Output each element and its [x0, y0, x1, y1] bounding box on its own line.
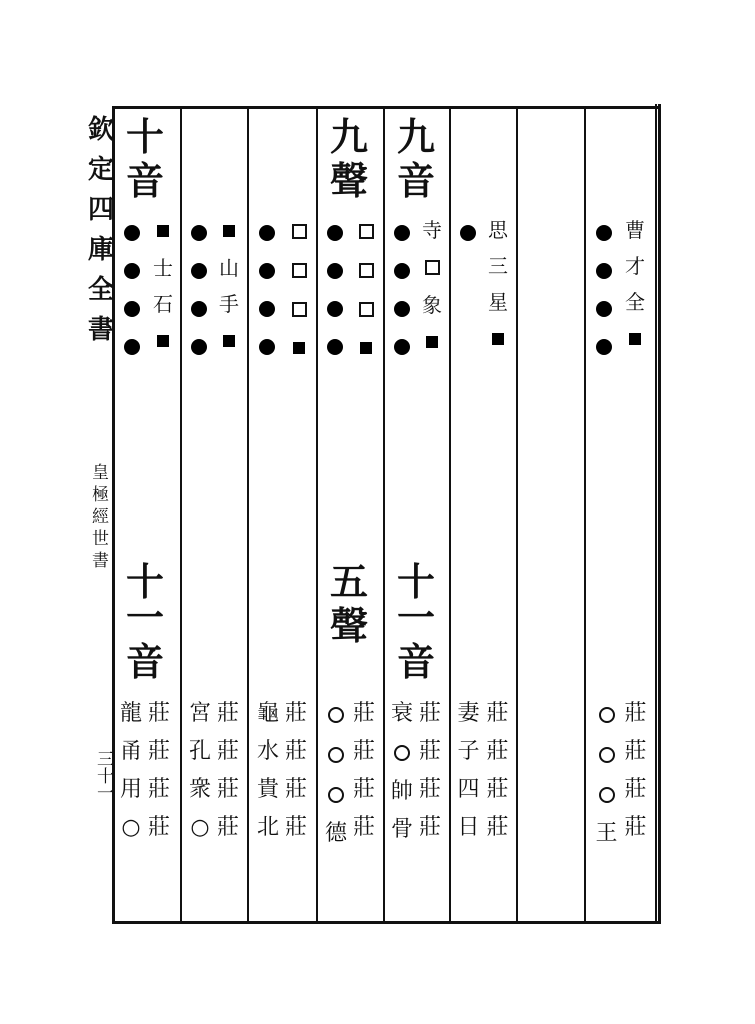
empty-circle-icon: [328, 707, 344, 723]
glyph: 用: [119, 777, 142, 802]
heading-char: 聲: [329, 603, 368, 648]
glyph: 莊: [624, 739, 647, 764]
filled-circle-icon: [124, 225, 140, 241]
edge-char: 庫: [88, 235, 115, 265]
glyph: 象: [422, 293, 442, 317]
filled-circle-icon: [394, 225, 410, 241]
glyph: 莊: [147, 777, 170, 802]
glyph: 水: [256, 739, 279, 764]
filled-square-icon: [157, 335, 169, 347]
column-4-upper: [320, 115, 378, 203]
filled-circle-icon: [394, 339, 410, 355]
empty-square-icon: [292, 263, 307, 278]
glyph: 貴: [256, 777, 279, 802]
page-number: [92, 750, 114, 801]
filled-circle-icon: [460, 225, 476, 241]
heading-char: 音: [396, 639, 435, 684]
glyph: 曹: [625, 218, 645, 242]
glyph: 三: [488, 254, 508, 278]
empty-circle-icon: [328, 787, 344, 803]
glyph: 莊: [216, 739, 239, 764]
column-5-glyphs: [418, 212, 446, 361]
filled-square-icon: [492, 333, 504, 345]
column-3-dots: [252, 214, 282, 366]
column-rule: [112, 106, 115, 921]
book-title: [92, 462, 109, 572]
column-1-glyphs: [150, 212, 176, 360]
glyph: 莊: [418, 739, 441, 764]
glyph: 莊: [418, 815, 441, 840]
glyph: 莊: [284, 701, 307, 726]
glyph: 寺: [422, 218, 442, 242]
empty-square-icon: [292, 224, 307, 239]
column-2-dots: [184, 214, 214, 366]
column-rule: [584, 106, 586, 921]
frame-right-edge: [655, 104, 661, 924]
column-1-dots: [117, 214, 147, 366]
glyph: 莊: [486, 777, 509, 802]
heading-char: 九: [329, 114, 368, 159]
filled-circle-icon: [191, 225, 207, 241]
glyph: 莊: [624, 815, 647, 840]
column-rule: [247, 106, 249, 921]
heading-char: 一: [396, 595, 435, 640]
empty-circle-icon: [394, 745, 410, 761]
heading-char: 聲: [329, 158, 368, 203]
column-3-glyphs: [286, 212, 312, 367]
glyph: 思: [488, 218, 508, 242]
heading-char: 一: [125, 595, 164, 640]
glyph: ○: [121, 815, 141, 840]
glyph: 山: [219, 256, 239, 280]
glyph: 星: [488, 290, 508, 314]
column-1-lower-head: [117, 560, 173, 684]
filled-circle-icon: [124, 263, 140, 279]
glyph: 德: [324, 821, 347, 846]
column-2-glyphs: [216, 212, 242, 360]
empty-square-icon: [359, 224, 374, 239]
filled-circle-icon: [259, 225, 275, 241]
heading-char: 十: [125, 114, 164, 159]
filled-square-icon: [293, 342, 305, 354]
filled-circle-icon: [596, 225, 612, 241]
glyph: ○: [190, 815, 210, 840]
heading-char: 音: [125, 158, 164, 203]
empty-circle-icon: [599, 787, 615, 803]
glyph: 莊: [486, 815, 509, 840]
empty-square-icon: [425, 260, 440, 275]
glyph: 日: [457, 815, 480, 840]
filled-square-icon: [223, 335, 235, 347]
filled-circle-icon: [394, 263, 410, 279]
book-title-char: 極: [92, 485, 109, 505]
edge-char: 書: [88, 315, 115, 345]
book-title-char: 世: [92, 529, 109, 549]
edge-char: 欽: [88, 115, 115, 145]
glyph: 妻: [457, 701, 480, 726]
column-3-lower: [254, 695, 310, 847]
column-5-dots: [387, 214, 417, 366]
column-8-dots: [589, 214, 619, 366]
edge-char: 定: [88, 155, 115, 185]
glyph: 骨: [390, 817, 413, 842]
column-4-lower-head: [320, 560, 378, 648]
filled-circle-icon: [259, 263, 275, 279]
column-4-dots: [320, 214, 350, 366]
glyph: 莊: [486, 701, 509, 726]
column-5-upper: [388, 115, 444, 203]
column-5-lower: [388, 695, 444, 849]
glyph: 莊: [147, 739, 170, 764]
glyph: 莊: [352, 739, 375, 764]
column-rule: [516, 106, 518, 921]
heading-char: 音: [396, 158, 435, 203]
book-title-char: 書: [92, 551, 109, 571]
edge-title: [88, 110, 114, 350]
glyph: 莊: [418, 777, 441, 802]
book-title-char: 皇: [92, 463, 109, 483]
glyph: 莊: [284, 739, 307, 764]
empty-circle-icon: [599, 707, 615, 723]
glyph: 莊: [352, 777, 375, 802]
glyph: 才: [625, 254, 645, 278]
column-rule: [180, 106, 182, 921]
column-4-glyphs: [353, 212, 379, 367]
filled-circle-icon: [124, 301, 140, 317]
glyph: 龜: [256, 701, 279, 726]
glyph: 北: [256, 815, 279, 840]
filled-circle-icon: [327, 301, 343, 317]
glyph: 莊: [284, 815, 307, 840]
glyph: 衆: [188, 777, 211, 802]
heading-char: 五: [329, 559, 368, 604]
heading-char: 十: [396, 559, 435, 604]
filled-circle-icon: [191, 339, 207, 355]
glyph: 莊: [486, 739, 509, 764]
glyph: 四: [457, 777, 480, 802]
glyph: 莊: [624, 701, 647, 726]
filled-circle-icon: [259, 301, 275, 317]
glyph: 莊: [216, 815, 239, 840]
column-1-lower: [117, 695, 173, 847]
heading-char: 音: [125, 639, 164, 684]
empty-square-icon: [292, 302, 307, 317]
filled-square-icon: [157, 225, 169, 237]
edge-char: 全: [88, 275, 115, 305]
filled-circle-icon: [596, 301, 612, 317]
filled-circle-icon: [327, 263, 343, 279]
book-title-char: 經: [92, 507, 109, 527]
glyph: 龍: [119, 701, 142, 726]
glyph: 宮: [188, 701, 211, 726]
column-8-glyphs: [620, 212, 650, 358]
glyph: 莊: [352, 815, 375, 840]
glyph: 手: [219, 292, 239, 316]
filled-circle-icon: [191, 301, 207, 317]
glyph: 莊: [352, 701, 375, 726]
column-2-lower: [186, 695, 242, 847]
column-4-lower: [322, 695, 378, 853]
filled-circle-icon: [124, 339, 140, 355]
filled-square-icon: [629, 333, 641, 345]
filled-circle-icon: [596, 339, 612, 355]
glyph: 石: [153, 292, 173, 316]
glyph: 衰: [390, 701, 413, 726]
glyph: 莊: [147, 815, 170, 840]
column-6-dots: [453, 214, 483, 252]
glyph: 王: [595, 821, 618, 846]
glyph: 甬: [119, 739, 142, 764]
filled-circle-icon: [191, 263, 207, 279]
column-rule: [316, 106, 318, 921]
glyph: 莊: [624, 777, 647, 802]
filled-square-icon: [360, 342, 372, 354]
column-6-glyphs: [484, 212, 512, 358]
filled-square-icon: [223, 225, 235, 237]
heading-char: 十: [125, 559, 164, 604]
column-rule: [383, 106, 385, 921]
glyph: 全: [625, 290, 645, 314]
empty-square-icon: [359, 263, 374, 278]
glyph: 士: [153, 256, 173, 280]
column-5-lower-head: [388, 560, 444, 684]
filled-circle-icon: [327, 225, 343, 241]
filled-circle-icon: [596, 263, 612, 279]
edge-char: 四: [88, 195, 115, 225]
glyph: 莊: [216, 701, 239, 726]
glyph: 莊: [418, 701, 441, 726]
empty-circle-icon: [599, 747, 615, 763]
column-1-upper: [117, 115, 173, 203]
glyph: 莊: [147, 701, 170, 726]
glyph: 子: [457, 739, 480, 764]
filled-circle-icon: [259, 339, 275, 355]
filled-square-icon: [426, 336, 438, 348]
empty-square-icon: [359, 302, 374, 317]
filled-circle-icon: [394, 301, 410, 317]
glyph: 帥: [390, 779, 413, 804]
glyph: 孔: [188, 739, 211, 764]
column-rule: [449, 106, 451, 921]
page-number-text: 三十一: [93, 750, 113, 801]
filled-circle-icon: [327, 339, 343, 355]
glyph: 莊: [284, 777, 307, 802]
column-6-lower: [454, 695, 512, 847]
empty-circle-icon: [328, 747, 344, 763]
glyph: 莊: [216, 777, 239, 802]
heading-char: 九: [396, 114, 435, 159]
column-8-lower: [592, 695, 650, 853]
